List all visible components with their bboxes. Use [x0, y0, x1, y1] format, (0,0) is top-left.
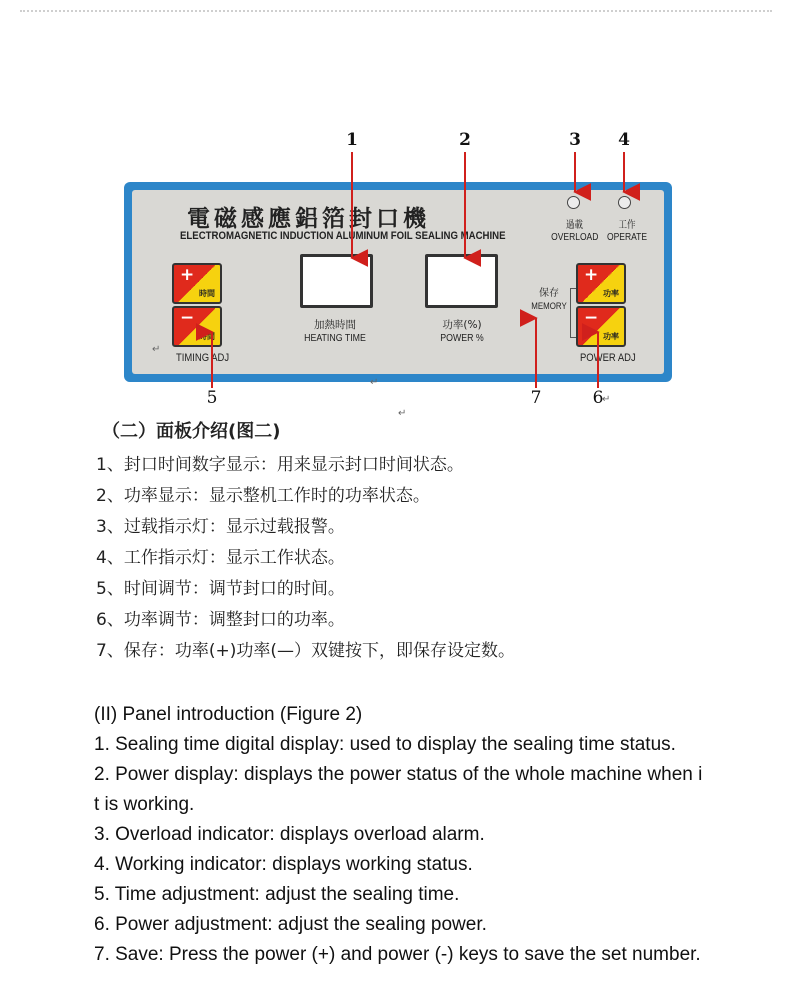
memory-label-en: MEMORY [531, 301, 567, 311]
cn-line: 5、时间调节：调节封口的时间。 [96, 579, 345, 599]
power-minus-key-caption: 功率 [603, 332, 619, 341]
callout-7: 7 [530, 388, 542, 408]
en-line: t is working. [94, 794, 195, 815]
callout-arrows [0, 0, 790, 420]
return-mark: ↵ [152, 344, 161, 355]
callout-6-return-mark: ↵ [602, 394, 611, 405]
en-heading: (II) Panel introduction (Figure 2) [94, 704, 363, 725]
plus-icon: + [180, 265, 195, 285]
overload-label-en: OVERLOAD [551, 232, 599, 243]
callout-3: 3 [569, 130, 581, 150]
minus-icon: − [584, 308, 599, 328]
cn-line: 7、保存：功率(+)功率(—）双键按下，即保存设定数。 [96, 641, 515, 661]
en-line: 1. Sealing time digital display: used to display the sealing time status. [94, 734, 676, 755]
minus-icon: − [180, 308, 195, 328]
chinese-description [96, 420, 776, 667]
en-line: 2. Power display: displays the power status of the whole machine when i [94, 764, 703, 785]
time-minus-key-caption: 時間 [199, 332, 215, 341]
power-adj-label: POWER ADJ [580, 352, 636, 364]
cn-line: 2、功率显示：显示整机工作时的功率状态。 [96, 486, 430, 506]
english-description [94, 700, 744, 970]
heating-time-label-en: HEATING TIME [304, 333, 366, 344]
callout-2: 2 [459, 130, 471, 150]
en-line: 6. Power adjustment: adjust the sealing power. [94, 914, 487, 935]
cn-line: 1、封口时间数字显示：用来显示封口时间状态。 [96, 455, 464, 475]
panel-title-en: ELECTROMAGNETIC INDUCTION ALUMINUM FOIL SEALING MACHINE [180, 230, 506, 242]
plus-icon: + [584, 265, 599, 285]
en-line: 5. Time adjustment: adjust the sealing time. [94, 884, 460, 905]
callout-6: 6 [592, 388, 604, 408]
power-label-en: POWER % [440, 333, 484, 344]
return-mark: ↵ [398, 408, 407, 419]
cn-heading: （二）面板介绍(图二) [102, 421, 281, 442]
operate-label-en: OPERATE [606, 232, 647, 243]
cn-line: 3、过载指示灯：显示过载报警。 [96, 517, 345, 537]
callout-5: 5 [206, 388, 218, 408]
power-label-cn: 功率(%) [442, 319, 482, 331]
en-line: 3. Overload indicator: displays overload alarm. [94, 824, 485, 845]
memory-label-cn: 保存 [539, 288, 559, 299]
heating-time-label-cn: 加熱時間 [314, 319, 356, 331]
return-mark: ↵ [370, 377, 379, 388]
timing-adj-label: TIMING ADJ [176, 352, 230, 364]
operate-label-cn: 工作 [618, 220, 636, 231]
panel-title-cn: 電磁感應鋁箔封口機 [187, 205, 430, 232]
callout-1: 1 [346, 130, 358, 150]
overload-label-cn: 過載 [566, 220, 583, 231]
panel-figure [0, 0, 790, 420]
en-line: 4. Working indicator: displays working status. [94, 854, 473, 875]
en-line: 7. Save: Press the power (+) and power (-) keys to save the set number. [94, 944, 701, 965]
time-plus-key-caption: 時間 [199, 289, 215, 298]
power-plus-key-caption: 功率 [603, 289, 619, 298]
cn-line: 6、功率调节：调整封口的功率。 [96, 610, 345, 630]
cn-line: 4、工作指示灯：显示工作状态。 [96, 548, 345, 568]
callout-4: 4 [618, 130, 630, 150]
